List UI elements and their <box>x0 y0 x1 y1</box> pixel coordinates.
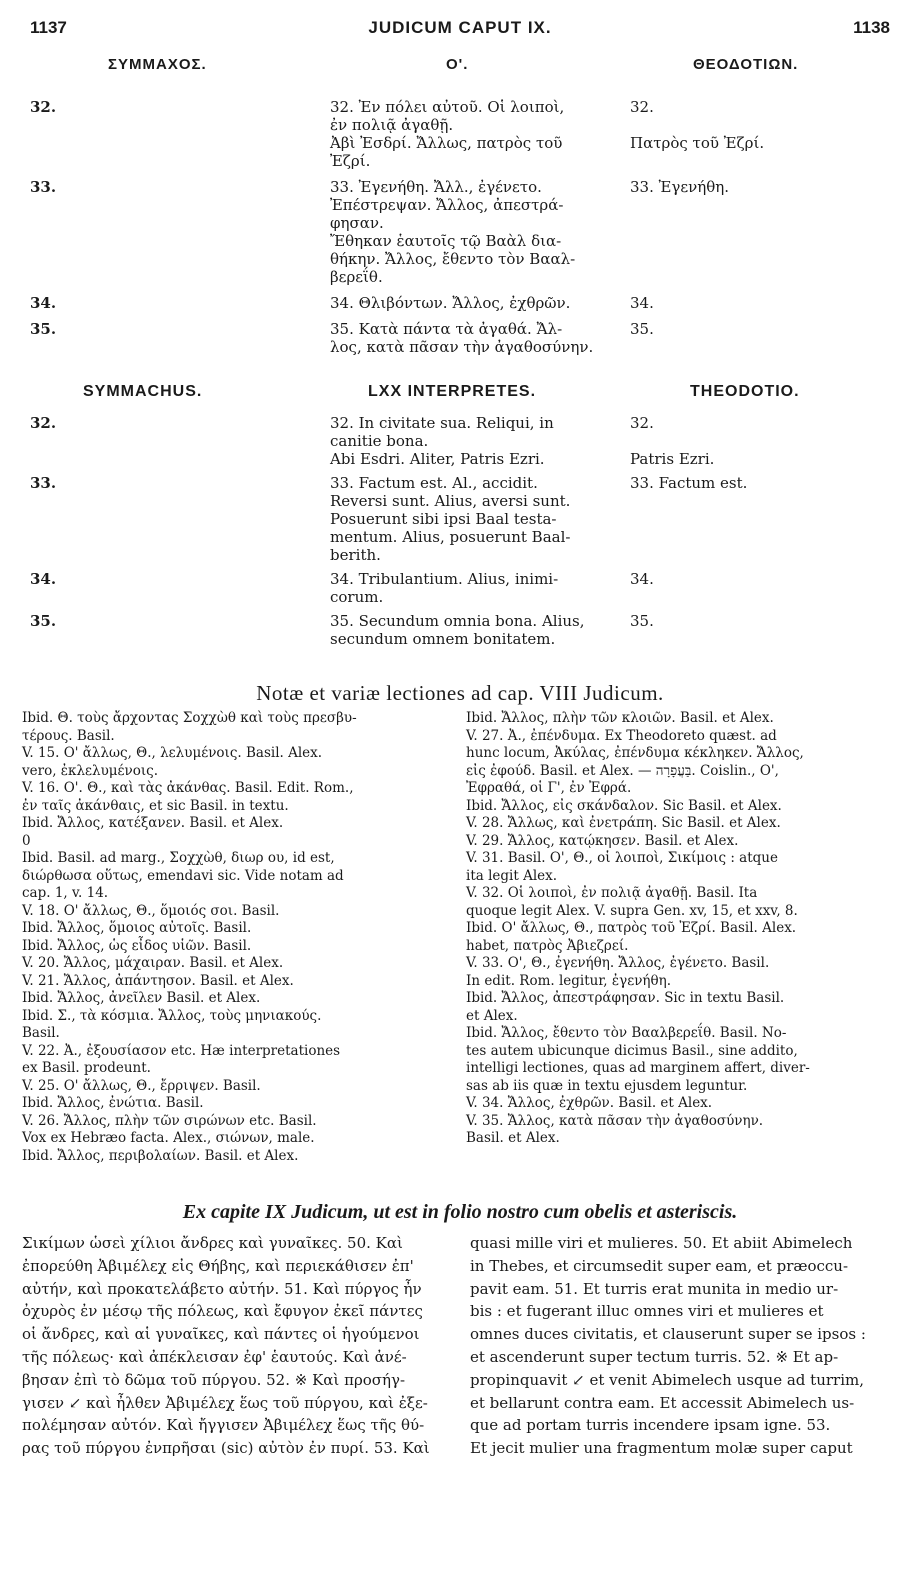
note-line: Ibid. Ἄλλος, ἀπεστράφησαν. Sic in textu Basil. <box>466 990 785 1006</box>
folio-greek-line: ἐπορεύθη Ἀβιμέλεχ εἰς Θήβης, καὶ περιεκάθισεν ἐπ' <box>22 1256 414 1275</box>
note-line: Ibid. Σ., τὰ κόσμια. Ἄλλος, τοὺς μηνιακούς. <box>22 1007 322 1024</box>
verse-line: 34. <box>630 294 654 312</box>
greek-versions-block <box>30 98 890 364</box>
note-line: V. 27. Ἀ., ἐπένδυμα. Ex Theodoreto quæst. ad <box>466 727 777 744</box>
verse-line: Reversi sunt. Alius, aversi sunt. <box>330 492 571 510</box>
note-line: vero, ἐκλελυμένοις. <box>22 762 159 779</box>
verse-line: φησαν. <box>330 214 384 232</box>
verse-row <box>30 98 890 170</box>
folio-greek-line: ρας τοῦ πύργου ἐνπρῆσαι (sic) αὐτὸν ἐν πυρί. 53. Καὶ <box>22 1439 430 1458</box>
note-line: habet, πατρὸς Ἀβιεζρεί. <box>466 937 629 954</box>
lxx-greek-heading: Ο'. <box>446 56 469 73</box>
verse-row <box>30 178 890 286</box>
lxx-latin-heading: LXX INTERPRETES. <box>368 383 537 400</box>
folio-latin-line: quasi mille viri et mulieres. 50. Et abiit Abimelech <box>470 1234 853 1252</box>
symmachus-latin-heading: SYMMACHUS. <box>83 383 203 400</box>
verse-line: 34. <box>630 570 654 588</box>
notes-right-column <box>466 710 900 1148</box>
note-line: Ibid. Ἄλλος, εἰς σκάνδαλον. Sic Basil. et Alex. <box>466 797 782 814</box>
folio-greek-line: αὐτήν, καὶ προκατελάβετο αὐτήν. 51. Καὶ πύργος ἦν <box>22 1279 422 1298</box>
note-line: V. 26. Ἄλλος, πλὴν τῶν σιρώνων etc. Basil. <box>22 1112 317 1129</box>
verse-line: canitie bona. <box>330 432 429 450</box>
running-title: JUDICUM CAPUT IX. <box>368 18 552 37</box>
verse-line: Ἀβὶ Ἐσδρί. Ἄλλως, πατρὸς τοῦ <box>330 134 563 152</box>
verse-row <box>30 474 890 564</box>
symmachus-verse: 35. <box>30 320 57 338</box>
verse-line <box>630 116 890 134</box>
verse-line: 32. Ἐν πόλει αὐτοῦ. Οἱ λοιποὶ, <box>330 98 565 116</box>
verse-line: 34. Tribulantium. Alius, inimi- <box>330 570 559 588</box>
verse-line: 33. Ἐγενήθη. Ἄλλ., ἐγένετο. <box>330 178 542 196</box>
verse-line: Ἐπέστρεψαν. Ἄλλος, ἀπεστρά- <box>330 196 564 214</box>
note-line: sas ab iis quæ in textu ejusdem leguntur. <box>466 1077 748 1094</box>
folio-latin-line: bis : et fugerant illuc omnes viri et mulieres et <box>470 1302 824 1321</box>
note-line: 0 <box>22 832 31 849</box>
verse-line: 35. Κατὰ πάντα τὰ ἀγαθά. Ἄλ- <box>330 320 563 338</box>
theodotion-verse <box>630 474 890 564</box>
theodotio-latin-heading: THEODOTIO. <box>690 383 800 400</box>
verse-line: 33. Factum est. Al., accidit. <box>330 474 538 492</box>
latin-versions-block <box>30 414 890 654</box>
note-line: V. 22. Ἀ., ἐξουσίασον etc. Hæ interpretationes <box>22 1042 341 1059</box>
verse-line: mentum. Alius, posuerunt Baal- <box>330 528 571 546</box>
verse-row <box>30 294 890 312</box>
note-line: Ibid. Ἄλλος, πλὴν τῶν κλοιῶν. Basil. et Alex. <box>466 710 774 726</box>
verse-line: 35. Secundum omnia bona. Alius, <box>330 612 585 630</box>
note-line: τέρους. Basil. <box>22 727 115 744</box>
verse-line: 35. <box>630 320 654 338</box>
note-line: ex Basil. prodeunt. <box>22 1060 151 1076</box>
note-line: Ibid. Θ. τοὺς ἄρχοντας Σοχχὼθ καὶ τοὺς πρεσβυ- <box>22 710 357 726</box>
verse-line: berith. <box>330 546 381 564</box>
verse-line: βερεΐθ. <box>330 268 383 286</box>
note-line: Ibid. Ο' ἄλλως, Θ., πατρὸς τοῦ Ἐζρί. Basil. Alex. <box>466 920 797 936</box>
verse-line: secundum omnem bonitatem. <box>330 630 556 648</box>
verse-line: λος, κατὰ πᾶσαν τὴν ἀγαθοσύνην. <box>330 338 594 356</box>
verse-line: 32. <box>630 98 654 116</box>
note-line: Ibid. Ἄλλος, ἔθεντο τὸν Βααλβερεΐθ. Basil. No- <box>466 1025 787 1041</box>
note-line: Ibid. Ἄλλος, κατέξανεν. Basil. et Alex. <box>22 815 284 831</box>
folio-greek-line: οἱ ἄνδρες, καὶ αἱ γυναῖκες, καὶ πάντες οἱ ἡγούμενοι <box>22 1325 420 1344</box>
verse-line: 35. <box>630 612 654 630</box>
folio-latin-line: omnes duces civitatis, et clauserunt super se ipsos : <box>470 1325 866 1344</box>
theodotion-verse <box>630 570 890 606</box>
theodotion-verse <box>630 178 890 286</box>
verse-line: ἐν πολιᾷ ἀγαθῇ. <box>330 116 454 134</box>
note-line: Ibid. Ἄλλος, περιβολαίων. Basil. et Alex. <box>22 1147 299 1164</box>
note-line: Ibid. Ἄλλος, ὅμοιος αὐτοῖς. Basil. <box>22 920 252 936</box>
note-line: διώρθωσα οὕτως, emendavi sic. Vide notam ad <box>22 867 344 884</box>
note-line: Basil. et Alex. <box>466 1130 560 1146</box>
note-line: Ibid. Ἄλλος, ἐνώτια. Basil. <box>22 1095 204 1111</box>
note-line: In edit. Rom. legitur, ἐγενήθη. <box>466 972 671 989</box>
verse-line <box>630 432 890 450</box>
folio-greek-line: ὀχυρὸς ἐν μέσῳ τῆς πόλεως, καὶ ἔφυγον ἐκεῖ πάντες <box>22 1302 423 1321</box>
theodotion-verse <box>630 612 890 648</box>
note-line: V. 29. Ἄλλος, κατῴκησεν. Basil. et Alex. <box>466 832 739 849</box>
note-line: V. 31. Basil. Ο', Θ., οἱ λοιποὶ, Σικίμοις : atque <box>466 850 778 866</box>
note-line: ἐν ταῖς ἀκάνθαις, et sic Basil. in textu. <box>22 797 289 814</box>
verse-row <box>30 570 890 606</box>
note-line: intelligi lectiones, quas ad marginem affert, diver- <box>466 1060 810 1076</box>
note-line: V. 15. Ο' ἄλλως, Θ., λελυμένοις. Basil. Alex. <box>22 745 323 761</box>
lxx-verse <box>330 178 630 286</box>
note-line: V. 16. Ο'. Θ., καὶ τὰς ἀκάνθας. Basil. Edit. Rom., <box>22 780 354 796</box>
note-line: V. 33. Ο', Θ., ἐγενήθη. Ἄλλος, ἐγένετο. Basil. <box>466 955 770 971</box>
theodotion-verse <box>630 414 890 468</box>
note-line: Ibid. Basil. ad marg., Σοχχὼθ, διωρ ου, id est, <box>22 850 335 866</box>
note-line: V. 25. Ο' ἄλλως, Θ., ἔρριψεν. Basil. <box>22 1077 261 1094</box>
note-line: et Alex. <box>466 1007 518 1024</box>
note-line: Ἐφραθά, οἱ Γ', ἐν Ἐφρά. <box>466 780 632 796</box>
folio-greek-line: γισεν ↙ καὶ ἦλθεν Ἀβιμέλεχ ἕως τοῦ πύργου, καὶ ἐξε- <box>22 1393 428 1412</box>
symmachus-verse: 33. <box>30 178 57 196</box>
theodotion-verse <box>630 294 890 312</box>
verse-line: θήκην. Ἄλλος, ἔθεντο τὸν Βααλ- <box>330 250 576 268</box>
note-line: tes autem ubicunque dicimus Basil., sine addito, <box>466 1042 798 1059</box>
page-header <box>30 18 890 48</box>
symmachus-greek-heading: ΣΥΜΜΑΧΟΣ. <box>108 56 207 73</box>
verse-line: Ἐζρί. <box>330 152 371 170</box>
folio-greek-line: Σικίμων ὡσεὶ χίλιοι ἄνδρες καὶ γυναῖκες. 50. Καὶ <box>22 1234 403 1252</box>
folio-latin-line: que ad portam turris incendere ipsam igne. 53. <box>470 1416 831 1435</box>
lxx-verse <box>330 320 630 356</box>
verse-line: Πατρὸς τοῦ Ἐζρί. <box>630 134 765 152</box>
note-line: V. 21. Ἄλλος, ἀπάντησον. Basil. et Alex. <box>22 972 294 989</box>
note-line: hunc locum, Ἀκύλας, ἐπένδυμα κέκληκεν. Ἄλλος, <box>466 745 804 761</box>
folio-latin-line: et ascenderunt super tectum turris. 52. ※ Et ap- <box>470 1347 839 1366</box>
notes-heading: Notæ et variæ lectiones ad cap. VIII Judicum. <box>256 681 664 705</box>
note-line: Ibid. Ἄλλος, ἀνεῖλεν Basil. et Alex. <box>22 990 261 1006</box>
symmachus-verse: 34. <box>30 294 57 312</box>
folio-heading: Ex capite IX Judicum, ut est in folio nostro cum obelis et asteriscis. <box>182 1201 738 1223</box>
lxx-verse <box>330 294 630 312</box>
verse-line: Posuerunt sibi ipsi Baal testa- <box>330 510 557 528</box>
lxx-verse <box>330 612 630 648</box>
note-line: Basil. <box>22 1025 60 1041</box>
folio-greek-line: πολέμησαν αὐτόν. Καὶ ἤγγισεν Ἀβιμέλεχ ἕως τῆς θύ- <box>22 1416 425 1435</box>
verse-line: corum. <box>330 588 384 606</box>
lxx-verse <box>330 474 630 564</box>
verse-row <box>30 414 890 468</box>
theodotion-greek-heading: ΘΕΟΔΟΤΙΩΝ. <box>693 56 799 73</box>
note-line: V. 34. Ἄλλος, ἐχθρῶν. Basil. et Alex. <box>466 1095 713 1111</box>
folio-latin-line: pavit eam. 51. Et turris erat munita in medio ur- <box>470 1279 839 1298</box>
verse-line: 32. In civitate sua. Reliqui, in <box>330 414 554 432</box>
folio-greek-column <box>22 1232 456 1460</box>
verse-line: Ἔθηκαν ἑαυτοῖς τῷ Βαὰλ δια- <box>330 232 562 250</box>
note-line: V. 18. Ο' ἄλλως, Θ., ὅμοιός σοι. Basil. <box>22 902 280 919</box>
verse-line: 34. Θλιβόντων. Ἄλλος, ἐχθρῶν. <box>330 294 571 312</box>
symmachus-verse: 35. <box>30 612 57 630</box>
lxx-verse <box>330 414 630 468</box>
folio-latin-line: propinquavit ↙ et venit Abimelech usque ad turrim, <box>470 1370 864 1389</box>
page-number-left: 1137 <box>30 18 67 37</box>
verse-line: 33. Ἐγενήθη. <box>630 178 730 196</box>
folio-latin-line: et bellarunt contra eam. Et accessit Abimelech us- <box>470 1393 855 1412</box>
verse-row <box>30 320 890 356</box>
folio-latin-line: Et jecit mulier una fragmentum molæ super caput <box>470 1439 853 1458</box>
note-line: V. 32. Οἱ λοιποὶ, ἐν πολιᾷ ἀγαθῇ. Basil. Ita <box>466 885 758 901</box>
note-line: Ibid. Ἄλλος, ὡς εἶδος υἱῶν. Basil. <box>22 937 252 954</box>
note-line: εἰς ἐφούδ. Basil. et Alex. — בַּעֲפָרָה. Coislin., Ο', <box>466 762 779 779</box>
folio-greek-line: βησαν ἐπὶ τὸ δῶμα τοῦ πύργου. 52. ※ Καὶ προσήγ- <box>22 1370 406 1389</box>
verse-line: Patris Ezri. <box>630 450 715 468</box>
verse-row <box>30 612 890 648</box>
theodotion-verse <box>630 320 890 356</box>
folio-latin-line: in Thebes, et circumsedit super eam, et præoccu- <box>470 1256 849 1275</box>
note-line: V. 20. Ἄλλος, μάχαιραν. Basil. et Alex. <box>22 955 284 971</box>
folio-latin-column <box>470 1232 898 1460</box>
verse-line: 33. Factum est. <box>630 474 748 492</box>
lxx-verse <box>330 98 630 170</box>
symmachus-verse: 32. <box>30 98 57 116</box>
symmachus-verse: 34. <box>30 570 57 588</box>
verse-line: Abi Esdri. Aliter, Patris Ezri. <box>330 450 545 468</box>
symmachus-verse: 33. <box>30 474 57 492</box>
note-line: Vox ex Hebræo facta. Alex., σιώνων, male. <box>22 1130 315 1146</box>
note-line: cap. 1, v. 14. <box>22 885 109 901</box>
notes-left-column <box>22 710 450 1165</box>
note-line: V. 35. Ἄλλος, κατὰ πᾶσαν τὴν ἀγαθοσύνην. <box>466 1112 764 1129</box>
note-line: V. 28. Ἄλλως, καὶ ἐνετράπη. Sic Basil. et Alex. <box>466 815 781 831</box>
folio-greek-line: τῆς πόλεως· καὶ ἀπέκλεισαν ἐφ' ἑαυτούς. Καὶ ἀνέ- <box>22 1347 407 1366</box>
page-number-right: 1138 <box>853 18 890 37</box>
note-line: ita legit Alex. <box>466 867 558 884</box>
symmachus-verse: 32. <box>30 414 57 432</box>
lxx-verse <box>330 570 630 606</box>
note-line: quoque legit Alex. V. supra Gen. xv, 15, et xxv, 8. <box>466 902 798 919</box>
theodotion-verse <box>630 98 890 170</box>
verse-line: 32. <box>630 414 654 432</box>
